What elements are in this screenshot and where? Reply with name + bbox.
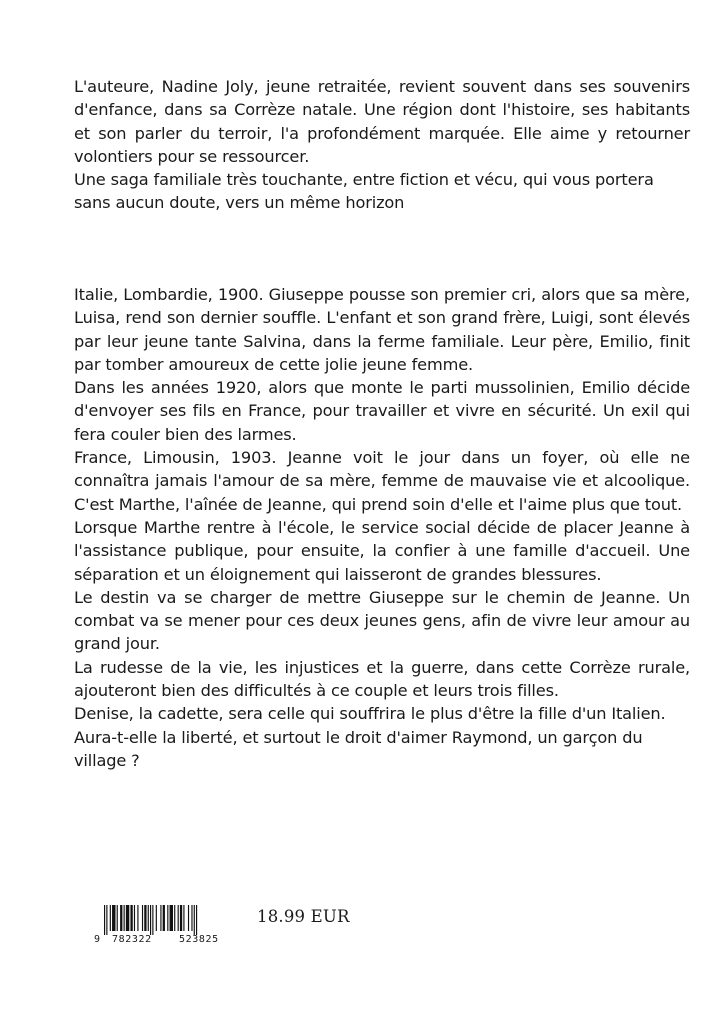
barcode-bar xyxy=(106,905,107,935)
barcode-bar xyxy=(137,905,138,931)
barcode-bar xyxy=(194,905,195,935)
author-bio-paragraph: Une saga familiale très touchante, entre fiction et vécu, qui vous portera sans aucun doute, vers un même horizon xyxy=(74,170,654,213)
barcode-bar xyxy=(120,905,122,931)
synopsis-paragraph: Lorsque Marthe rentre à l'école, le service social décide de placer Jeanne à l'assistance publique, pour ensuite, la confier à une famille d'accueil. Une séparation et un éloignement qui laisseront de grandes blessures. xyxy=(74,517,690,584)
barcode-bar xyxy=(196,905,197,935)
author-bio-section xyxy=(74,75,690,215)
barcode-bar xyxy=(167,905,168,931)
synopsis-paragraph: Dans les années 1920, alors que monte le parti mussolinien, Emilio décide d'envoyer ses fils en France, pour travailler et vivre en sécurité. Un exil qui fera couler bien des larmes. xyxy=(74,378,690,444)
barcode-bar xyxy=(150,905,151,935)
barcode-bars-graphic xyxy=(92,905,242,935)
barcode-bar xyxy=(156,905,157,931)
barcode-bar xyxy=(160,905,161,931)
barcode-bar xyxy=(144,905,146,931)
barcode-bar xyxy=(170,905,173,931)
barcode-bar xyxy=(180,905,182,931)
synopsis-paragraph: Italie, Lombardie, 1900. Giuseppe pousse son premier cri, alors que sa mère, Luisa, rend son dernier souffle. L'enfant et son grand frère, Luigi, sont élevés par leur jeune tante Salvina, dans la ferme familiale. Leur père, Emilio, finit par tomber amoureux de cette jolie jeune femme. xyxy=(74,285,690,374)
synopsis-paragraph: La rudesse de la vie, les injustices et la guerre, dans cette Corrèze rurale, ajouteront bien des difficultés à ce couple et leurs trois filles. xyxy=(74,657,690,701)
price-label: 18.99 EUR xyxy=(257,907,350,926)
barcode-bar xyxy=(110,905,111,931)
barcode-bar xyxy=(104,905,105,935)
barcode-bar xyxy=(142,905,143,931)
barcode-bar xyxy=(130,905,132,931)
barcode-bar xyxy=(174,905,175,931)
synopsis-paragraph: Le destin va se charger de mettre Giuseppe sur le chemin de Jeanne. Un combat va se mener pour ces deux jeunes gens, afin de vivre leur amour au grand jour. xyxy=(74,587,690,654)
synopsis-paragraph: France, Limousin, 1903. Jeanne voit le jour dans un foyer, où elle ne connaîtra jamais l'amour de sa mère, femme de mauvaise vie et alcoolique. C'est Marthe, l'aînée de Jeanne, qui prend soin d'elle et l'aime plus que tout. xyxy=(74,448,690,514)
barcode-right-group: 523825 xyxy=(179,934,219,945)
barcode-left-group: 782322 xyxy=(112,934,152,945)
barcode-bar xyxy=(112,905,115,931)
barcode-bar xyxy=(152,905,153,935)
barcode-bar xyxy=(163,905,165,931)
barcode-bar xyxy=(178,905,179,931)
barcode-bar xyxy=(126,905,129,931)
barcode-lead-digit: 9 xyxy=(94,934,101,945)
barcode-bar xyxy=(117,905,118,931)
author-bio-paragraph: L'auteure, Nadine Joly, jeune retraitée, revient souvent dans ses souvenirs d'enfance, dans sa Corrèze natale. Une région dont l'histoire, ses habitants et son parler du terroir, l'a profondément marquée. Elle aime y retourner volontiers pour se ressourcer. xyxy=(74,77,690,166)
barcode-bar xyxy=(188,905,189,931)
barcode-bar xyxy=(134,905,135,931)
barcode-bar xyxy=(183,905,184,931)
barcode-bar xyxy=(148,905,149,931)
barcode-bar xyxy=(191,905,192,931)
barcode-bar xyxy=(124,905,125,931)
synopsis-section xyxy=(74,283,690,772)
isbn-barcode xyxy=(92,905,242,947)
synopsis-paragraph: Denise, la cadette, sera celle qui souffrira le plus d'être la fille d'un Italien. Aura-t-elle la liberté, et surtout le droit d'aimer Raymond, un garçon du village ? xyxy=(74,704,666,770)
